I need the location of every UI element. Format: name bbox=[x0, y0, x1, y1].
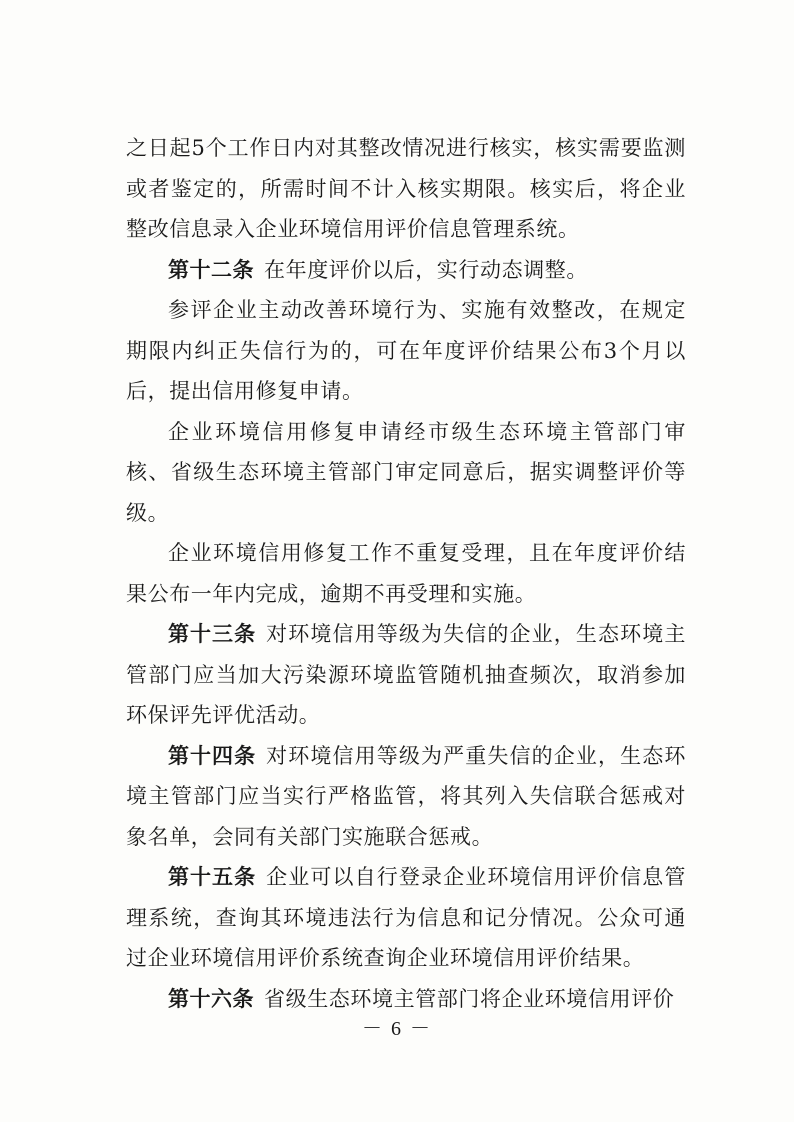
article-text: 在年度评价以后，实行动态调整。 bbox=[264, 257, 588, 282]
article-12 bbox=[126, 250, 686, 291]
paragraph-text: 企业环境信用修复工作不重复受理，且在年度评价结果公布一年内完成，逾期不再受理和实施。 bbox=[126, 541, 686, 606]
article-title: 第十六条 bbox=[168, 986, 254, 1011]
article-15 bbox=[126, 857, 686, 979]
paragraph bbox=[126, 533, 686, 614]
paragraph-text: 参评企业主动改善环境行为、实施有效整改，在规定期限内纠正失信行为的，可在年度评价结果公布3个月以后，提出信用修复申请。 bbox=[126, 298, 686, 403]
paragraph bbox=[126, 290, 686, 412]
article-text: 对环境信用等级为失信的企业，生态环境主管部门应当加大污染源环境监管随机抽查频次，取消参加环保评先评优活动。 bbox=[126, 622, 686, 727]
article-13 bbox=[126, 614, 686, 736]
paragraph-text: 之日起5个工作日内对其整改情况进行核实，核实需要监测或者鉴定的，所需时间不计入核实期限。核实后，将企业整改信息录入企业环境信用评价信息管理系统。 bbox=[126, 136, 686, 241]
article-title: 第十五条 bbox=[168, 865, 257, 889]
article-title: 第十四条 bbox=[168, 743, 257, 768]
paragraph-text: 企业环境信用修复申请经市级生态环境主管部门审核、省级生态环境主管部门审定同意后，据实调整评价等级。 bbox=[126, 419, 686, 525]
paragraph-continuation bbox=[126, 128, 686, 250]
paragraph bbox=[126, 412, 686, 534]
article-title: 第十二条 bbox=[168, 257, 254, 282]
article-text: 企业可以自行登录企业环境信用评价信息管理系统，查询其环境违法行为信息和记分情况。公众可通过企业环境信用评价系统查询企业环境信用评价结果。 bbox=[126, 865, 686, 970]
body-text bbox=[126, 128, 686, 1019]
article-text: 对环境信用等级为严重失信的企业，生态环境主管部门应当实行严格监管，将其列入失信联合惩戒对象名单，会同有关部门实施联合惩戒。 bbox=[126, 743, 686, 849]
page-number: － 6 － bbox=[362, 1018, 432, 1040]
article-title: 第十三条 bbox=[168, 622, 257, 646]
article-14 bbox=[126, 736, 686, 858]
article-text: 省级生态环境主管部门将企业环境信用评价 bbox=[264, 986, 675, 1011]
